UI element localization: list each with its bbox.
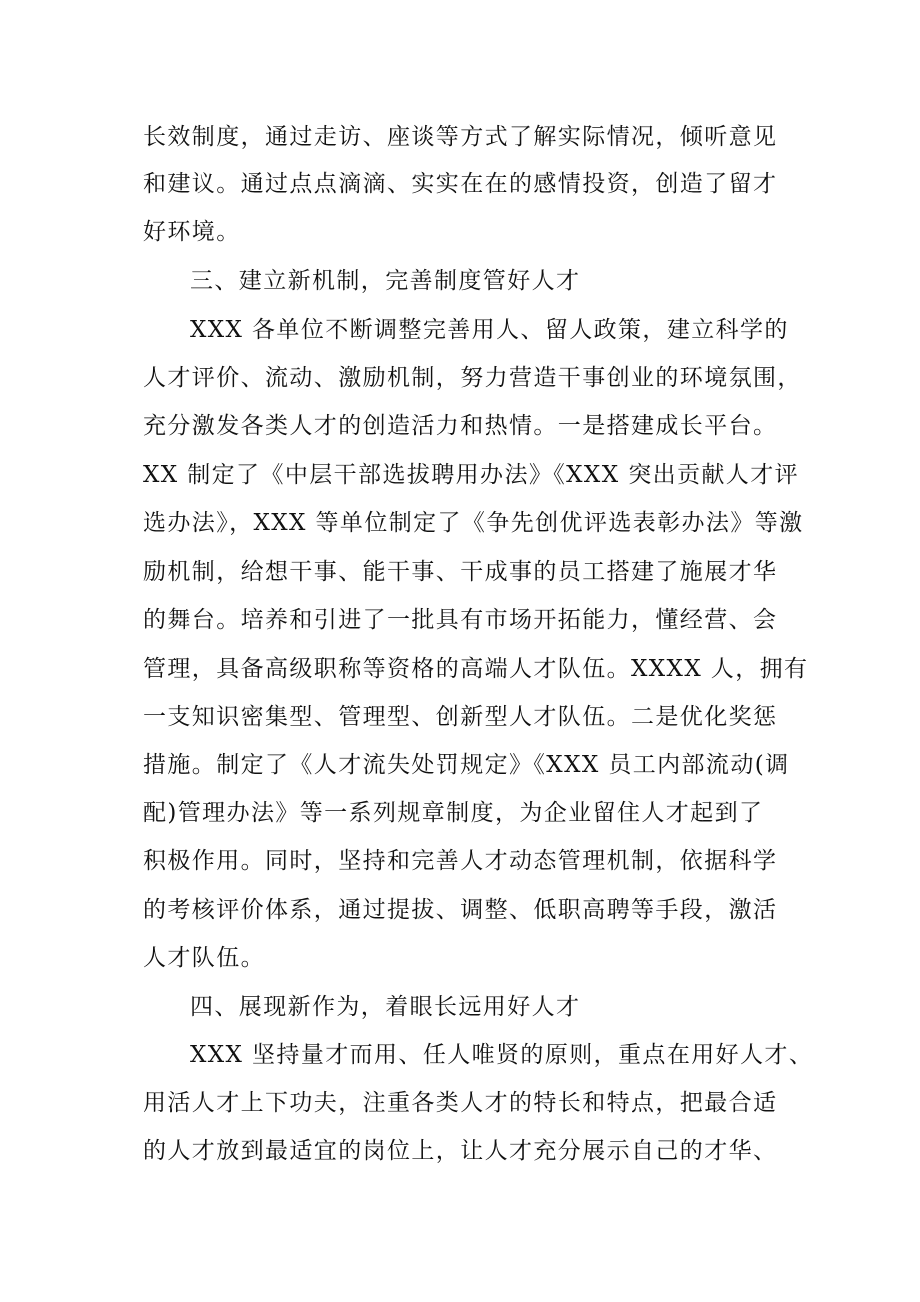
paragraph-line: 和建议。通过点点滴滴、实实在在的感情投资，创造了留才	[143, 171, 778, 197]
section-heading-4: 四、展现新作为，着眼长远用好人才	[190, 994, 581, 1020]
paragraph-line: 用活人才上下功夫，注重各类人才的特长和特点，把最合适	[143, 1090, 778, 1116]
paragraph-line: 选办法》，XXX 等单位制定了《争先创优评选表彰办法》等激	[143, 510, 804, 536]
paragraph-line: 励机制，给想干事、能干事、干成事的员工搭建了施展才华	[143, 559, 778, 585]
paragraph-line: 一支知识密集型、管理型、创新型人才队伍。二是优化奖惩	[143, 704, 778, 730]
paragraph-line: XXX 坚持量才而用、任人唯贤的原则，重点在用好人才、	[190, 1042, 814, 1068]
paragraph-line: 充分激发各类人才的创造活力和热情。一是搭建成长平台。	[143, 413, 778, 439]
paragraph-line: 配)管理办法》等一系列规章制度，为企业留住人才起到了	[143, 800, 764, 826]
paragraph-line: 措施。制定了《人才流失处罚规定》《XXX 员工内部流动(调	[143, 752, 790, 778]
paragraph-line: 的舞台。培养和引进了一批具有市场开拓能力，懂经营、会	[143, 607, 778, 633]
paragraph-line: 管理，具备高级职称等资格的高端人才队伍。XXXX 人，拥有	[143, 656, 809, 682]
paragraph-line: 好环境。	[143, 219, 241, 245]
paragraph-line: 的人才放到最适宜的岗位上，让人才充分展示自己的才华、	[143, 1138, 778, 1164]
paragraph-line: 人才评价、流动、激励机制，努力营造干事创业的环境氛围，	[143, 365, 802, 391]
paragraph-line: 的考核评价体系，通过提拔、调整、低职高聘等手段，激活	[143, 897, 778, 923]
paragraph-line: XXX 各单位不断调整完善用人、留人政策，建立科学的	[190, 317, 789, 343]
paragraph-line: XX 制定了《中层干部选拔聘用办法》《XXX 突出贡献人才评	[143, 462, 799, 488]
section-heading-3: 三、建立新机制，完善制度管好人才	[190, 268, 581, 294]
paragraph-line: 长效制度，通过走访、座谈等方式了解实际情况，倾听意见	[143, 124, 778, 150]
paragraph-line: 人才队伍。	[143, 945, 265, 971]
paragraph-line: 积极作用。同时，坚持和完善人才动态管理机制，依据科学	[143, 848, 778, 874]
